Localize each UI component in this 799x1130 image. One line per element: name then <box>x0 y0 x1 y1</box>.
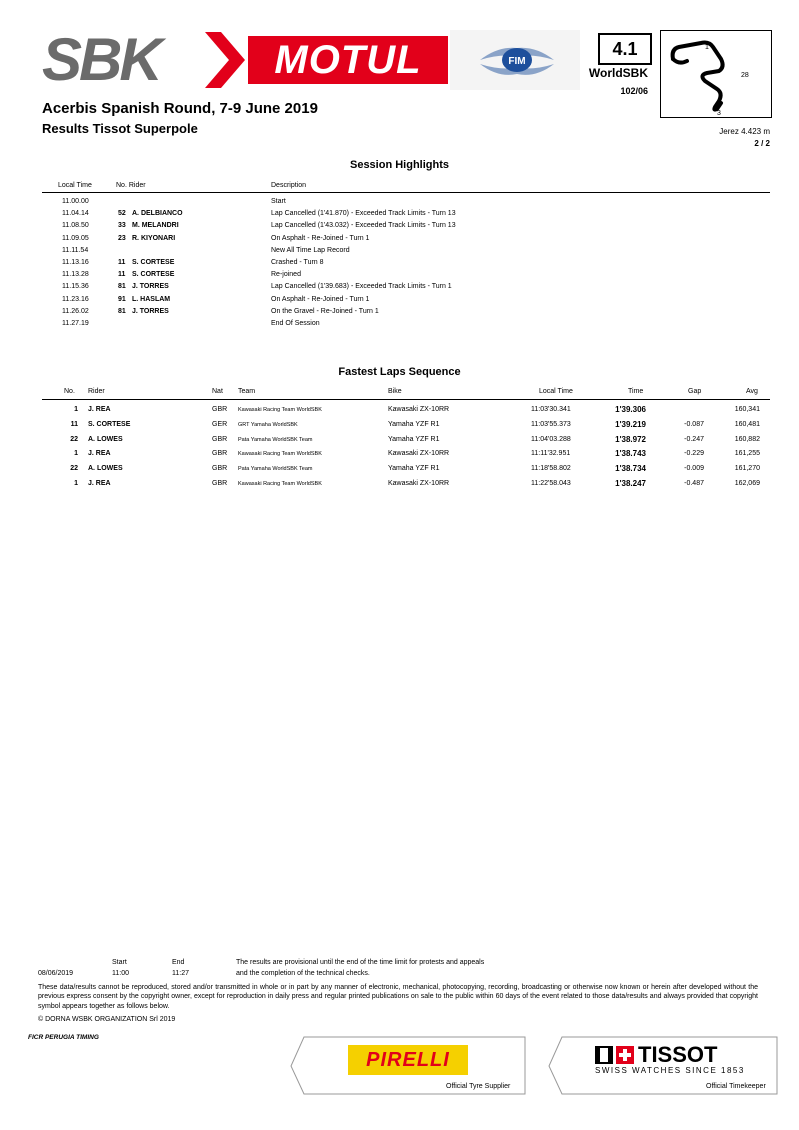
hl-no: 91 <box>118 295 126 303</box>
hl-rider: M. MELANDRI <box>132 222 179 230</box>
hl-no: 81 <box>118 283 126 291</box>
fl-rider: S. CORTESE <box>88 420 131 428</box>
session-title: Results Tissot Superpole <box>42 121 198 136</box>
legal-notice: These data/results cannot be reproduced, stored and/or transmitted in whole or in part by any manner of electronic, mechanical, photocopying, recording, broadcasting or otherwise now known or herein after developed without the previous express consent by the copyright owner, except for reproduction in daily press and regular printed publications on sale to the public within 60 days of the event related to those data/results and always provided that copyright symbol appears together as follows below. <box>38 984 758 1010</box>
table-row <box>0 462 799 477</box>
pirelli-logo: PIRELLI <box>348 1045 468 1075</box>
fl-lap-time: 1'38.743 <box>615 449 646 459</box>
fl-bike: Yamaha YZF R1 <box>388 435 440 443</box>
fl-nat: GBR <box>212 450 228 458</box>
table-row <box>0 196 799 208</box>
hl-rider: S. CORTESE <box>132 271 175 279</box>
table-row <box>0 477 799 492</box>
hl-rider: J. TORRES <box>132 283 169 291</box>
hl-desc: Lap Cancelled (1'43.032) - Exceeded Track Limits - Turn 13 <box>271 222 456 230</box>
fl-nat: GBR <box>212 465 228 473</box>
hl-desc: On Asphalt - Re-Joined - Turn 1 <box>271 295 370 303</box>
hl-no: 11 <box>118 258 126 266</box>
hl-rider: L. HASLAM <box>132 295 171 303</box>
tissot-logo <box>595 1042 745 1068</box>
col-local-time: Local Time <box>58 182 92 189</box>
turn-label: 3 <box>717 110 721 117</box>
turn-label: 1 <box>705 44 709 51</box>
fl-bike: Kawasaki ZX-10RR <box>388 479 450 487</box>
doc-number: 4.1 <box>598 33 652 65</box>
copyright: © DORNA WSBK ORGANIZATION Srl 2019 <box>38 1016 176 1023</box>
fastest-header <box>0 388 799 398</box>
table-row <box>0 281 799 293</box>
fl-avg: 161,255 <box>734 450 760 458</box>
table-row <box>0 208 799 220</box>
fl-gap: -0.009 <box>684 465 704 473</box>
fl-local-time: 11:03'55.373 <box>531 420 571 428</box>
col-avg: Avg <box>746 388 758 395</box>
fl-avg: 162,069 <box>734 479 760 487</box>
circuit-length: Jerez 4.423 m <box>719 127 770 136</box>
table-row <box>0 294 799 306</box>
footer-end-label: End <box>172 959 185 966</box>
table-row <box>0 220 799 232</box>
hl-desc: Lap Cancelled (1'39.683) - Exceeded Track Limits - Turn 1 <box>271 283 452 291</box>
fl-no: 1 <box>74 406 78 413</box>
hl-time: 11.13.28 <box>62 271 89 279</box>
table-row <box>0 233 799 245</box>
hl-desc: On the Gravel - Re-Joined - Turn 1 <box>271 307 379 315</box>
hl-time: 11.15.36 <box>62 283 89 291</box>
fl-avg: 160,341 <box>734 406 760 413</box>
fl-avg: 160,481 <box>734 420 760 428</box>
hl-no: 81 <box>118 307 126 315</box>
fl-rider: J. REA <box>88 406 111 413</box>
turn-label: 28 <box>741 72 749 79</box>
fl-no: 22 <box>70 435 78 443</box>
col-description: Description <box>271 182 307 189</box>
fl-local-time: 11:22'58.043 <box>531 479 571 487</box>
footer-date: 08/06/2019 <box>38 970 74 977</box>
fl-rider: J. REA <box>88 450 111 458</box>
fl-no: 1 <box>74 479 78 487</box>
fl-gap: -0.087 <box>684 420 704 428</box>
fl-gap: -0.229 <box>684 450 704 458</box>
doc-code: 102/06 <box>620 86 648 96</box>
track-outline-icon <box>661 31 771 117</box>
fl-gap: -0.487 <box>684 479 704 487</box>
hl-desc: End Of Session <box>271 319 320 327</box>
col-no: No. <box>64 388 75 395</box>
fastest-laps-table <box>0 403 799 492</box>
tissot-cross-icon <box>595 1046 613 1064</box>
hl-no: 23 <box>118 234 126 242</box>
tissot-plus-icon <box>616 1046 634 1064</box>
hl-rider: A. DELBIANCO <box>132 210 183 218</box>
fl-lap-time: 1'38.734 <box>615 464 646 474</box>
hl-no: 52 <box>118 210 126 218</box>
col-gap: Gap <box>688 388 702 395</box>
hl-time: 11.13.16 <box>62 258 89 266</box>
tissot-caption: Official Timekeeper <box>706 1083 766 1090</box>
fl-team: Kawasaki Racing Team WorldSBK <box>238 451 322 458</box>
highlights-header-rule <box>42 192 770 193</box>
hl-time: 11.27.19 <box>62 319 89 327</box>
hl-desc: New All Time Lap Record <box>271 246 350 254</box>
event-title: Acerbis Spanish Round, 7-9 June 2019 <box>42 100 318 117</box>
hl-time: 11.23.16 <box>62 295 89 303</box>
fastest-laps-title: Fastest Laps Sequence <box>338 366 461 378</box>
highlights-title: Session Highlights <box>349 159 449 171</box>
tissot-wordmark: TISSOT <box>638 1042 718 1067</box>
fl-bike: Kawasaki ZX-10RR <box>388 406 450 413</box>
motul-logo: MOTUL <box>248 36 448 84</box>
col-no-rider: No. Rider <box>116 182 146 189</box>
hl-no: 33 <box>118 222 126 230</box>
table-row <box>0 257 799 269</box>
provisional-note-1: The results are provisional until the end of the time limit for protests and appeals <box>236 959 485 966</box>
table-row <box>0 306 799 318</box>
hl-desc: Crashed - Turn 8 <box>271 258 324 266</box>
fl-nat: GBR <box>212 406 228 413</box>
hl-rider: J. TORRES <box>132 307 169 315</box>
sbk-logo: SBK <box>42 26 160 93</box>
hl-desc: Re-joined <box>271 271 301 279</box>
fl-lap-time: 1'39.219 <box>615 419 646 429</box>
fl-no: 1 <box>74 450 78 458</box>
fl-avg: 161,270 <box>734 465 760 473</box>
hl-time: 11.09.05 <box>62 234 89 242</box>
fl-bike: Yamaha YZF R1 <box>388 465 440 473</box>
hl-desc: On Asphalt - Re-Joined - Turn 1 <box>271 234 370 242</box>
fl-bike: Yamaha YZF R1 <box>388 420 440 428</box>
hl-rider: S. CORTESE <box>132 258 175 266</box>
hl-time: 11.08.50 <box>62 222 89 230</box>
pirelli-caption: Official Tyre Supplier <box>446 1083 511 1090</box>
track-map <box>660 30 772 118</box>
fl-team: Pata Yamaha WorldSBK Team <box>238 436 313 443</box>
table-row <box>0 403 799 418</box>
ficr-logo: FICR PERUGIA TIMING <box>28 1034 99 1041</box>
hl-desc: Lap Cancelled (1'41.870) - Exceeded Track Limits - Turn 13 <box>271 210 456 218</box>
fastest-header-rule <box>42 399 770 400</box>
fl-nat: GBR <box>212 435 228 443</box>
fl-local-time: 11:03'30.341 <box>531 406 571 413</box>
table-row <box>0 433 799 448</box>
hl-time: 11.04.14 <box>62 210 89 218</box>
fl-avg: 160,882 <box>734 435 760 443</box>
hl-time: 11.00.00 <box>62 198 89 205</box>
fl-nat: GBR <box>212 479 228 487</box>
fim-logo-text: FIM <box>508 56 526 67</box>
fl-team: Pata Yamaha WorldSBK Team <box>238 466 313 473</box>
table-row <box>0 245 799 257</box>
hl-desc: Start <box>271 198 286 205</box>
fim-logo <box>478 38 556 82</box>
tissot-tagline: SWISS WATCHES SINCE 1853 <box>595 1066 745 1075</box>
fl-lap-time: 1'39.306 <box>615 405 646 414</box>
hl-rider: R. KIYONARI <box>132 234 176 242</box>
col-nat: Nat <box>212 388 223 395</box>
page-number: 2 / 2 <box>754 139 770 148</box>
fl-team: GRT Yamaha WorldSBK <box>238 421 298 428</box>
fl-rider: A. LOWES <box>88 465 123 473</box>
fl-lap-time: 1'38.247 <box>615 478 646 488</box>
table-row <box>0 418 799 433</box>
fl-rider: J. REA <box>88 479 111 487</box>
hl-time: 11.11.54 <box>62 246 89 254</box>
sbk-chevron-icon <box>205 32 245 88</box>
highlights-table <box>0 196 799 330</box>
table-row <box>0 269 799 281</box>
fl-local-time: 11:11'32.951 <box>531 450 571 458</box>
col-team: Team <box>238 388 256 395</box>
footer-end: 11:27 <box>172 970 189 977</box>
hl-time: 11.26.02 <box>62 307 89 315</box>
fl-nat: GER <box>212 420 228 428</box>
fl-bike: Kawasaki ZX-10RR <box>388 450 450 458</box>
fl-rider: A. LOWES <box>88 435 123 443</box>
fl-team: Kawasaki Racing Team WorldSBK <box>238 407 322 413</box>
fl-lap-time: 1'38.972 <box>615 434 646 444</box>
col-time: Time <box>628 388 644 395</box>
fl-no: 11 <box>70 420 78 428</box>
fl-no: 22 <box>70 465 78 473</box>
col-rider: Rider <box>88 388 105 395</box>
provisional-note-2: and the completion of the technical checks. <box>236 970 370 977</box>
col-bike: Bike <box>388 388 402 395</box>
table-row <box>0 447 799 462</box>
footer-start-label: Start <box>112 959 127 966</box>
fl-gap: -0.247 <box>684 435 704 443</box>
series-name: WorldSBK <box>588 66 648 80</box>
hl-no: 11 <box>118 271 126 279</box>
fl-local-time: 11:04'03.288 <box>531 435 571 443</box>
footer-start: 11:00 <box>112 970 129 977</box>
fl-local-time: 11:18'58.802 <box>531 465 571 473</box>
col-local-time: Local Time <box>539 388 573 395</box>
fl-team: Kawasaki Racing Team WorldSBK <box>238 480 322 487</box>
table-row <box>0 318 799 330</box>
